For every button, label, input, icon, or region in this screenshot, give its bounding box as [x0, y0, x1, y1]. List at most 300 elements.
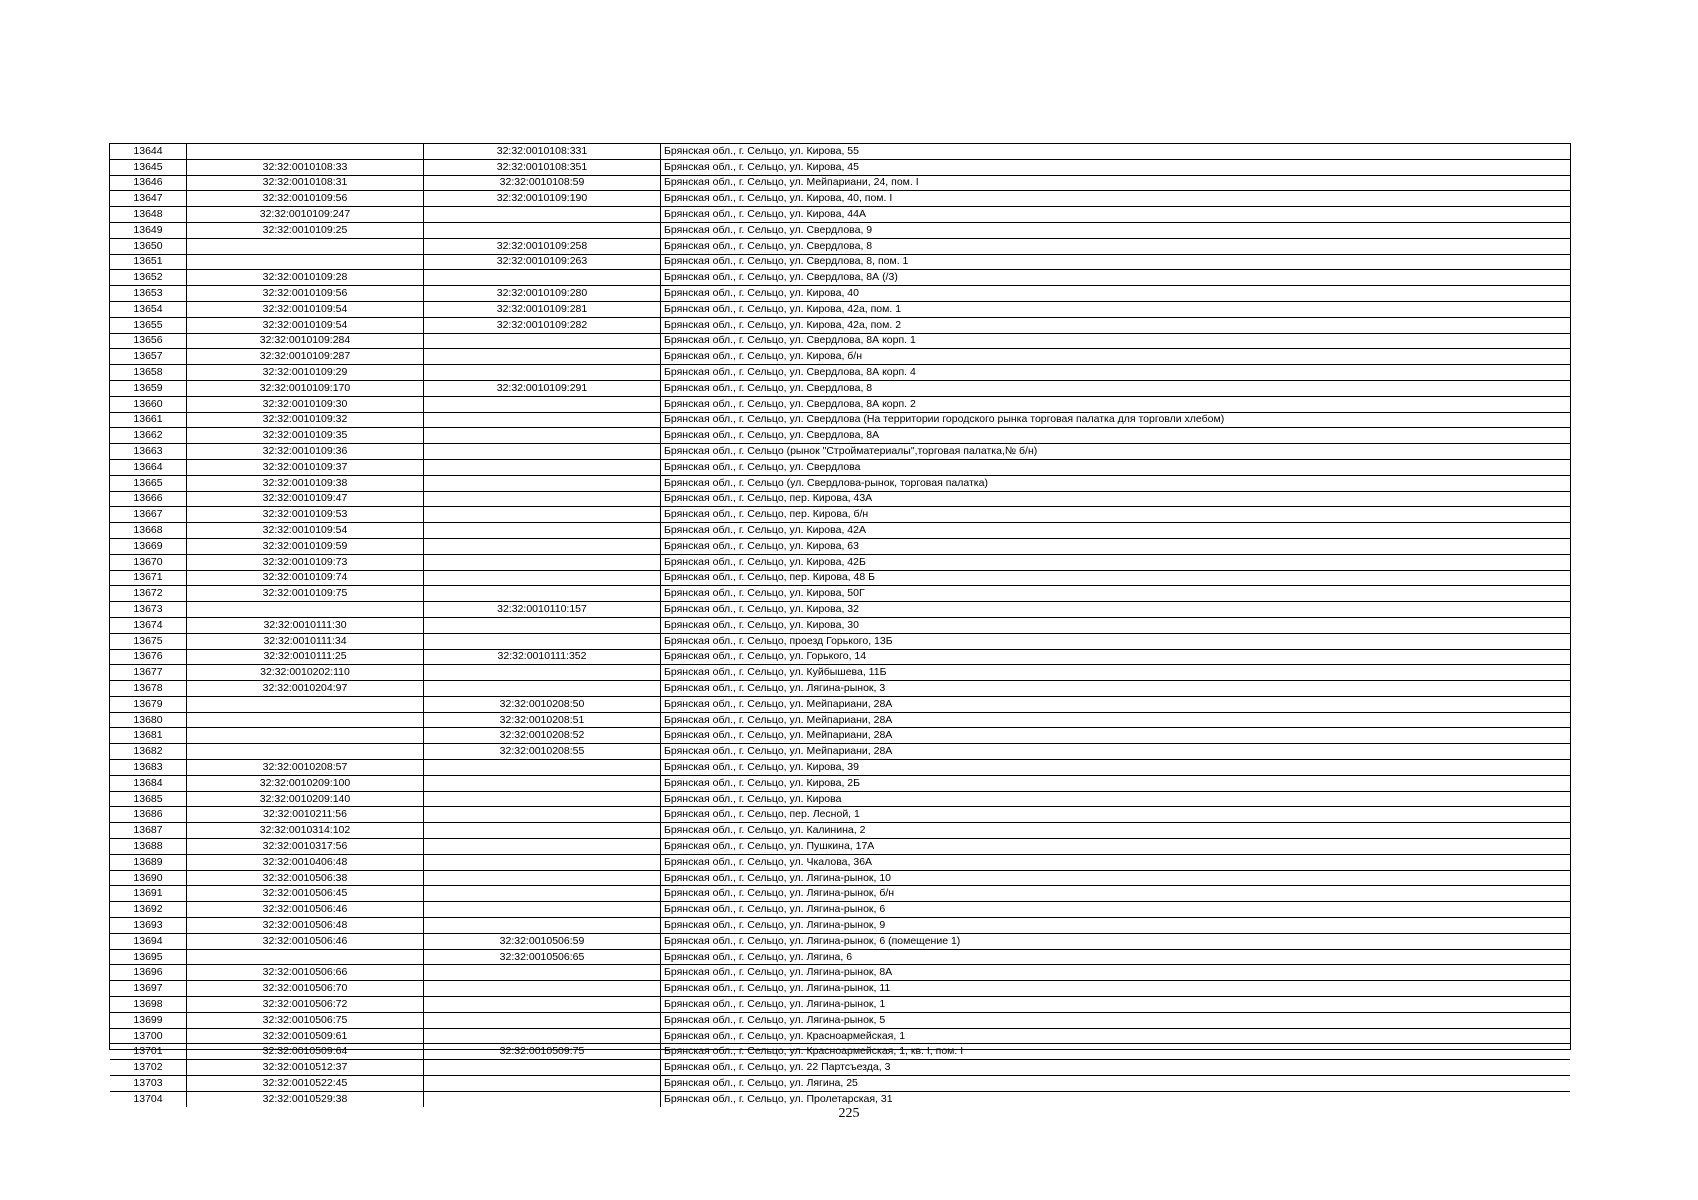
address-cell: Брянская обл., г. Сельцо, ул. Мейпариани, 28А	[661, 728, 1571, 744]
table-row	[110, 870, 1570, 886]
table-row	[110, 807, 1570, 823]
object-cadastral-number-cell	[424, 665, 661, 681]
land-cadastral-number-cell: 32:32:0010109:32	[187, 412, 424, 428]
land-cadastral-number-cell: 32:32:0010111:25	[187, 649, 424, 665]
address-cell: Брянская обл., г. Сельцо, ул. Свердлова, 8А корп. 4	[661, 365, 1571, 381]
table-row	[110, 523, 1570, 539]
table-row	[110, 238, 1570, 254]
address-cell: Брянская обл., г. Сельцо, ул. Лягина-рынок, 6 (помещение 1)	[661, 933, 1571, 949]
table-row	[110, 902, 1570, 918]
object-cadastral-number-cell: 32:32:0010208:52	[424, 728, 661, 744]
land-cadastral-number-cell	[187, 238, 424, 254]
table-row	[110, 775, 1570, 791]
address-cell: Брянская обл., г. Сельцо, ул. Кирова	[661, 791, 1571, 807]
object-cadastral-number-cell	[424, 839, 661, 855]
row-number-cell: 13664	[110, 459, 187, 475]
table-row	[110, 586, 1570, 602]
table-row	[110, 159, 1570, 175]
object-cadastral-number-cell: 32:32:0010108:351	[424, 159, 661, 175]
land-cadastral-number-cell: 32:32:0010108:33	[187, 159, 424, 175]
land-cadastral-number-cell: 32:32:0010109:36	[187, 444, 424, 460]
object-cadastral-number-cell	[424, 791, 661, 807]
row-number-cell: 13660	[110, 396, 187, 412]
object-cadastral-number-cell	[424, 617, 661, 633]
table-row	[110, 760, 1570, 776]
object-cadastral-number-cell: 32:32:0010509:75	[424, 1044, 661, 1060]
address-cell: Брянская обл., г. Сельцо, ул. Калинина, 2	[661, 823, 1571, 839]
row-number-cell: 13644	[110, 144, 187, 159]
row-number-cell: 13691	[110, 886, 187, 902]
row-number-cell: 13647	[110, 191, 187, 207]
object-cadastral-number-cell	[424, 207, 661, 223]
land-cadastral-number-cell: 32:32:0010109:28	[187, 270, 424, 286]
row-number-cell: 13677	[110, 665, 187, 681]
table-row	[110, 317, 1570, 333]
address-cell: Брянская обл., г. Сельцо, ул. Кирова, 44А	[661, 207, 1571, 223]
row-number-cell: 13661	[110, 412, 187, 428]
address-cell: Брянская обл., г. Сельцо, ул. Лягина, 6	[661, 949, 1571, 965]
object-cadastral-number-cell: 32:32:0010109:263	[424, 254, 661, 270]
address-cell: Брянская обл., г. Сельцо (рынок "Стройматериалы",торговая палатка,№ б/н)	[661, 444, 1571, 460]
land-cadastral-number-cell: 32:32:0010209:100	[187, 775, 424, 791]
land-cadastral-number-cell: 32:32:0010314:102	[187, 823, 424, 839]
object-cadastral-number-cell: 32:32:0010108:331	[424, 144, 661, 159]
land-cadastral-number-cell	[187, 696, 424, 712]
address-cell: Брянская обл., г. Сельцо, ул. Кирова, 42Б	[661, 554, 1571, 570]
object-cadastral-number-cell: 32:32:0010109:280	[424, 286, 661, 302]
row-number-cell: 13652	[110, 270, 187, 286]
row-number-cell: 13692	[110, 902, 187, 918]
table-row	[110, 475, 1570, 491]
row-number-cell: 13690	[110, 870, 187, 886]
table-body	[110, 144, 1570, 1107]
table-row	[110, 365, 1570, 381]
land-cadastral-number-cell: 32:32:0010522:45	[187, 1076, 424, 1092]
address-cell: Брянская обл., г. Сельцо, ул. Кирова, 32	[661, 602, 1571, 618]
address-cell: Брянская обл., г. Сельцо, ул. Кирова, 45	[661, 159, 1571, 175]
row-number-cell: 13645	[110, 159, 187, 175]
land-cadastral-number-cell	[187, 949, 424, 965]
row-number-cell: 13663	[110, 444, 187, 460]
table-row	[110, 981, 1570, 997]
address-cell: Брянская обл., г. Сельцо, ул. Кирова, 42а, пом. 1	[661, 301, 1571, 317]
table-row	[110, 507, 1570, 523]
object-cadastral-number-cell	[424, 444, 661, 460]
object-cadastral-number-cell	[424, 870, 661, 886]
table-row	[110, 997, 1570, 1013]
object-cadastral-number-cell	[424, 1076, 661, 1092]
object-cadastral-number-cell	[424, 760, 661, 776]
row-number-cell: 13659	[110, 380, 187, 396]
page-number: 225	[838, 1106, 860, 1121]
table-row	[110, 459, 1570, 475]
object-cadastral-number-cell	[424, 965, 661, 981]
row-number-cell: 13666	[110, 491, 187, 507]
land-cadastral-number-cell: 32:32:0010109:29	[187, 365, 424, 381]
object-cadastral-number-cell	[424, 523, 661, 539]
object-cadastral-number-cell: 32:32:0010109:281	[424, 301, 661, 317]
table-row	[110, 1012, 1570, 1028]
land-cadastral-number-cell: 32:32:0010506:46	[187, 933, 424, 949]
table-row	[110, 728, 1570, 744]
table-row	[110, 301, 1570, 317]
land-cadastral-number-cell: 32:32:0010204:97	[187, 681, 424, 697]
table-row	[110, 412, 1570, 428]
table-row	[110, 175, 1570, 191]
object-cadastral-number-cell: 32:32:0010208:55	[424, 744, 661, 760]
table-row	[110, 396, 1570, 412]
address-cell: Брянская обл., г. Сельцо, ул. Мейпариани, 28А	[661, 712, 1571, 728]
address-cell: Брянская обл., г. Сельцо, ул. Кирова, 40, пом. I	[661, 191, 1571, 207]
land-cadastral-number-cell: 32:32:0010109:287	[187, 349, 424, 365]
address-cell: Брянская обл., г. Сельцо, ул. Лягина, 25	[661, 1076, 1571, 1092]
row-number-cell: 13687	[110, 823, 187, 839]
address-cell: Брянская обл., г. Сельцо, ул. Пушкина, 17А	[661, 839, 1571, 855]
address-cell: Брянская обл., г. Сельцо, проезд Горького, 13Б	[661, 633, 1571, 649]
row-number-cell: 13696	[110, 965, 187, 981]
land-cadastral-number-cell: 32:32:0010109:53	[187, 507, 424, 523]
table-row	[110, 570, 1570, 586]
table-row	[110, 428, 1570, 444]
row-number-cell: 13680	[110, 712, 187, 728]
object-cadastral-number-cell: 32:32:0010108:59	[424, 175, 661, 191]
object-cadastral-number-cell	[424, 586, 661, 602]
land-cadastral-number-cell: 32:32:0010509:61	[187, 1028, 424, 1044]
address-cell: Брянская обл., г. Сельцо, ул. Мейпариани, 24, пом. I	[661, 175, 1571, 191]
table-row	[110, 538, 1570, 554]
table-row	[110, 633, 1570, 649]
row-number-cell: 13695	[110, 949, 187, 965]
land-cadastral-number-cell: 32:32:0010506:70	[187, 981, 424, 997]
land-cadastral-number-cell: 32:32:0010111:30	[187, 617, 424, 633]
row-number-cell: 13657	[110, 349, 187, 365]
row-number-cell: 13670	[110, 554, 187, 570]
table-row	[110, 886, 1570, 902]
land-cadastral-number-cell: 32:32:0010109:284	[187, 333, 424, 349]
table-row	[110, 333, 1570, 349]
object-cadastral-number-cell	[424, 570, 661, 586]
object-cadastral-number-cell	[424, 396, 661, 412]
land-cadastral-number-cell	[187, 602, 424, 618]
object-cadastral-number-cell	[424, 475, 661, 491]
address-cell: Брянская обл., г. Сельцо, ул. Кирова, 63	[661, 538, 1571, 554]
address-cell: Брянская обл., г. Сельцо, ул. Кирова, 40	[661, 286, 1571, 302]
address-cell: Брянская обл., г. Сельцо, ул. Свердлова, 8А (/3)	[661, 270, 1571, 286]
row-number-cell: 13675	[110, 633, 187, 649]
land-cadastral-number-cell: 32:32:0010111:34	[187, 633, 424, 649]
land-cadastral-number-cell: 32:32:0010109:54	[187, 317, 424, 333]
object-cadastral-number-cell	[424, 491, 661, 507]
land-cadastral-number-cell: 32:32:0010108:31	[187, 175, 424, 191]
land-cadastral-number-cell: 32:32:0010506:45	[187, 886, 424, 902]
table-row	[110, 933, 1570, 949]
object-cadastral-number-cell	[424, 1060, 661, 1076]
address-cell: Брянская обл., г. Сельцо, ул. Лягина-рынок, б/н	[661, 886, 1571, 902]
row-number-cell: 13658	[110, 365, 187, 381]
land-cadastral-number-cell: 32:32:0010109:59	[187, 538, 424, 554]
object-cadastral-number-cell	[424, 507, 661, 523]
row-number-cell: 13689	[110, 854, 187, 870]
row-number-cell: 13684	[110, 775, 187, 791]
row-number-cell: 13671	[110, 570, 187, 586]
row-number-cell: 13674	[110, 617, 187, 633]
object-cadastral-number-cell: 32:32:0010110:157	[424, 602, 661, 618]
object-cadastral-number-cell: 32:32:0010109:291	[424, 380, 661, 396]
object-cadastral-number-cell	[424, 1028, 661, 1044]
address-cell: Брянская обл., г. Сельцо, ул. Горького, 14	[661, 649, 1571, 665]
address-cell: Брянская обл., г. Сельцо, ул. Кирова, 30	[661, 617, 1571, 633]
table-row	[110, 744, 1570, 760]
address-cell: Брянская обл., г. Сельцо, ул. Кирова, 2Б	[661, 775, 1571, 791]
object-cadastral-number-cell	[424, 554, 661, 570]
object-cadastral-number-cell	[424, 807, 661, 823]
land-cadastral-number-cell: 32:32:0010506:72	[187, 997, 424, 1013]
cadastral-table	[110, 144, 1570, 1107]
address-cell: Брянская обл., г. Сельцо, ул. Свердлова, 8А корп. 2	[661, 396, 1571, 412]
table-row	[110, 696, 1570, 712]
object-cadastral-number-cell	[424, 365, 661, 381]
address-cell: Брянская обл., г. Сельцо (ул. Свердлова-рынок, торговая палатка)	[661, 475, 1571, 491]
address-cell: Брянская обл., г. Сельцо, ул. Свердлова, 8	[661, 238, 1571, 254]
object-cadastral-number-cell	[424, 981, 661, 997]
row-number-cell: 13688	[110, 839, 187, 855]
land-cadastral-number-cell: 32:32:0010109:75	[187, 586, 424, 602]
object-cadastral-number-cell: 32:32:0010109:282	[424, 317, 661, 333]
address-cell: Брянская обл., г. Сельцо, ул. Свердлова, 9	[661, 222, 1571, 238]
row-number-cell: 13679	[110, 696, 187, 712]
table-row	[110, 649, 1570, 665]
address-cell: Брянская обл., г. Сельцо, ул. Красноармейская, 1	[661, 1028, 1571, 1044]
land-cadastral-number-cell: 32:32:0010109:73	[187, 554, 424, 570]
data-table-frame	[109, 143, 1571, 1105]
table-row	[110, 286, 1570, 302]
table-row	[110, 602, 1570, 618]
land-cadastral-number-cell: 32:32:0010209:140	[187, 791, 424, 807]
address-cell: Брянская обл., г. Сельцо, пер. Кирова, 43А	[661, 491, 1571, 507]
row-number-cell: 13646	[110, 175, 187, 191]
land-cadastral-number-cell: 32:32:0010109:170	[187, 380, 424, 396]
table-row	[110, 254, 1570, 270]
row-number-cell: 13673	[110, 602, 187, 618]
row-number-cell: 13700	[110, 1028, 187, 1044]
address-cell: Брянская обл., г. Сельцо, ул. Лягина-рынок, 8А	[661, 965, 1571, 981]
object-cadastral-number-cell: 32:32:0010109:190	[424, 191, 661, 207]
table-row	[110, 1044, 1570, 1060]
object-cadastral-number-cell	[424, 1091, 661, 1106]
row-number-cell: 13698	[110, 997, 187, 1013]
land-cadastral-number-cell	[187, 144, 424, 159]
row-number-cell: 13703	[110, 1076, 187, 1092]
address-cell: Брянская обл., г. Сельцо, ул. Лягина-рынок, 10	[661, 870, 1571, 886]
object-cadastral-number-cell	[424, 902, 661, 918]
object-cadastral-number-cell	[424, 681, 661, 697]
address-cell: Брянская обл., г. Сельцо, ул. Куйбышева, 11Б	[661, 665, 1571, 681]
address-cell: Брянская обл., г. Сельцо, ул. Свердлова, 8А	[661, 428, 1571, 444]
row-number-cell: 13649	[110, 222, 187, 238]
row-number-cell: 13654	[110, 301, 187, 317]
table-row	[110, 207, 1570, 223]
land-cadastral-number-cell: 32:32:0010109:56	[187, 191, 424, 207]
land-cadastral-number-cell: 32:32:0010406:48	[187, 854, 424, 870]
land-cadastral-number-cell: 32:32:0010109:54	[187, 301, 424, 317]
table-row	[110, 791, 1570, 807]
table-row	[110, 1060, 1570, 1076]
row-number-cell: 13685	[110, 791, 187, 807]
object-cadastral-number-cell: 32:32:0010208:51	[424, 712, 661, 728]
row-number-cell: 13678	[110, 681, 187, 697]
row-number-cell: 13676	[110, 649, 187, 665]
land-cadastral-number-cell: 32:32:0010109:25	[187, 222, 424, 238]
address-cell: Брянская обл., г. Сельцо, ул. Кирова, 42а, пом. 2	[661, 317, 1571, 333]
address-cell: Брянская обл., г. Сельцо, ул. Кирова, 50Г	[661, 586, 1571, 602]
table-row	[110, 144, 1570, 159]
row-number-cell: 13665	[110, 475, 187, 491]
land-cadastral-number-cell: 32:32:0010317:56	[187, 839, 424, 855]
table-row	[110, 444, 1570, 460]
object-cadastral-number-cell	[424, 222, 661, 238]
table-row	[110, 823, 1570, 839]
address-cell: Брянская обл., г. Сельцо, ул. Пролетарская, 31	[661, 1091, 1571, 1106]
land-cadastral-number-cell: 32:32:0010506:38	[187, 870, 424, 886]
row-number-cell: 13693	[110, 918, 187, 934]
table-row	[110, 712, 1570, 728]
object-cadastral-number-cell	[424, 428, 661, 444]
row-number-cell: 13651	[110, 254, 187, 270]
row-number-cell: 13699	[110, 1012, 187, 1028]
land-cadastral-number-cell: 32:32:0010109:38	[187, 475, 424, 491]
object-cadastral-number-cell	[424, 349, 661, 365]
land-cadastral-number-cell: 32:32:0010529:38	[187, 1091, 424, 1106]
table-row	[110, 191, 1570, 207]
land-cadastral-number-cell: 32:32:0010506:75	[187, 1012, 424, 1028]
address-cell: Брянская обл., г. Сельцо, ул. Мейпариани, 28А	[661, 696, 1571, 712]
land-cadastral-number-cell: 32:32:0010109:37	[187, 459, 424, 475]
address-cell: Брянская обл., г. Сельцо, ул. Лягина-рынок, 9	[661, 918, 1571, 934]
object-cadastral-number-cell	[424, 854, 661, 870]
address-cell: Брянская обл., г. Сельцо, ул. Лягина-рынок, 3	[661, 681, 1571, 697]
object-cadastral-number-cell: 32:32:0010506:59	[424, 933, 661, 949]
row-number-cell: 13704	[110, 1091, 187, 1106]
table-row	[110, 1091, 1570, 1106]
row-number-cell: 13667	[110, 507, 187, 523]
object-cadastral-number-cell	[424, 412, 661, 428]
row-number-cell: 13694	[110, 933, 187, 949]
land-cadastral-number-cell: 32:32:0010109:30	[187, 396, 424, 412]
land-cadastral-number-cell: 32:32:0010109:247	[187, 207, 424, 223]
row-number-cell: 13682	[110, 744, 187, 760]
address-cell: Брянская обл., г. Сельцо, ул. Мейпариани, 28А	[661, 744, 1571, 760]
object-cadastral-number-cell	[424, 270, 661, 286]
land-cadastral-number-cell: 32:32:0010208:57	[187, 760, 424, 776]
land-cadastral-number-cell	[187, 744, 424, 760]
table-row	[110, 918, 1570, 934]
object-cadastral-number-cell: 32:32:0010111:352	[424, 649, 661, 665]
table-row	[110, 617, 1570, 633]
land-cadastral-number-cell: 32:32:0010109:35	[187, 428, 424, 444]
table-row	[110, 491, 1570, 507]
row-number-cell: 13686	[110, 807, 187, 823]
row-number-cell: 13683	[110, 760, 187, 776]
row-number-cell: 13648	[110, 207, 187, 223]
address-cell: Брянская обл., г. Сельцо, ул. Лягина-рынок, 1	[661, 997, 1571, 1013]
table-row	[110, 349, 1570, 365]
land-cadastral-number-cell: 32:32:0010509:64	[187, 1044, 424, 1060]
address-cell: Брянская обл., г. Сельцо, ул. Чкалова, 36А	[661, 854, 1571, 870]
address-cell: Брянская обл., г. Сельцо, ул. Лягина-рынок, 11	[661, 981, 1571, 997]
row-number-cell: 13668	[110, 523, 187, 539]
table-row	[110, 380, 1570, 396]
land-cadastral-number-cell: 32:32:0010202:110	[187, 665, 424, 681]
address-cell: Брянская обл., г. Сельцо, ул. Кирова, 55	[661, 144, 1571, 159]
object-cadastral-number-cell: 32:32:0010506:65	[424, 949, 661, 965]
row-number-cell: 13701	[110, 1044, 187, 1060]
object-cadastral-number-cell	[424, 823, 661, 839]
land-cadastral-number-cell: 32:32:0010109:56	[187, 286, 424, 302]
address-cell: Брянская обл., г. Сельцо, ул. Свердлова (На территории городского рынка торговая палатка для торговли хлебом)	[661, 412, 1571, 428]
object-cadastral-number-cell	[424, 459, 661, 475]
table-row	[110, 1028, 1570, 1044]
row-number-cell: 13655	[110, 317, 187, 333]
table-row	[110, 965, 1570, 981]
table-row	[110, 222, 1570, 238]
row-number-cell: 13669	[110, 538, 187, 554]
object-cadastral-number-cell: 32:32:0010109:258	[424, 238, 661, 254]
land-cadastral-number-cell	[187, 728, 424, 744]
address-cell: Брянская обл., г. Сельцо, ул. Кирова, б/н	[661, 349, 1571, 365]
table-row	[110, 665, 1570, 681]
land-cadastral-number-cell: 32:32:0010109:54	[187, 523, 424, 539]
object-cadastral-number-cell: 32:32:0010208:50	[424, 696, 661, 712]
object-cadastral-number-cell	[424, 538, 661, 554]
address-cell: Брянская обл., г. Сельцо, ул. 22 Партсъезда, 3	[661, 1060, 1571, 1076]
object-cadastral-number-cell	[424, 997, 661, 1013]
address-cell: Брянская обл., г. Сельцо, ул. Лягина-рынок, 6	[661, 902, 1571, 918]
object-cadastral-number-cell	[424, 775, 661, 791]
table-row	[110, 854, 1570, 870]
address-cell: Брянская обл., г. Сельцо, пер. Кирова, б/н	[661, 507, 1571, 523]
address-cell: Брянская обл., г. Сельцо, ул. Кирова, 39	[661, 760, 1571, 776]
table-row	[110, 554, 1570, 570]
object-cadastral-number-cell	[424, 633, 661, 649]
land-cadastral-number-cell: 32:32:0010109:47	[187, 491, 424, 507]
address-cell: Брянская обл., г. Сельцо, ул. Лягина-рынок, 5	[661, 1012, 1571, 1028]
address-cell: Брянская обл., г. Сельцо, пер. Лесной, 1	[661, 807, 1571, 823]
table-row	[110, 681, 1570, 697]
object-cadastral-number-cell	[424, 886, 661, 902]
table-row	[110, 949, 1570, 965]
land-cadastral-number-cell: 32:32:0010506:48	[187, 918, 424, 934]
table-row	[110, 1076, 1570, 1092]
row-number-cell: 13672	[110, 586, 187, 602]
row-number-cell: 13662	[110, 428, 187, 444]
land-cadastral-number-cell	[187, 712, 424, 728]
land-cadastral-number-cell	[187, 254, 424, 270]
row-number-cell: 13656	[110, 333, 187, 349]
object-cadastral-number-cell	[424, 1012, 661, 1028]
address-cell: Брянская обл., г. Сельцо, ул. Свердлова, 8	[661, 380, 1571, 396]
address-cell: Брянская обл., г. Сельцо, пер. Кирова, 48 Б	[661, 570, 1571, 586]
address-cell: Брянская обл., г. Сельцо, ул. Свердлова, 8, пом. 1	[661, 254, 1571, 270]
row-number-cell: 13681	[110, 728, 187, 744]
row-number-cell: 13650	[110, 238, 187, 254]
address-cell: Брянская обл., г. Сельцо, ул. Свердлова, 8А корп. 1	[661, 333, 1571, 349]
address-cell: Брянская обл., г. Сельцо, ул. Кирова, 42А	[661, 523, 1571, 539]
table-row	[110, 270, 1570, 286]
address-cell: Брянская обл., г. Сельцо, ул. Свердлова	[661, 459, 1571, 475]
land-cadastral-number-cell: 32:32:0010506:46	[187, 902, 424, 918]
row-number-cell: 13697	[110, 981, 187, 997]
row-number-cell: 13702	[110, 1060, 187, 1076]
